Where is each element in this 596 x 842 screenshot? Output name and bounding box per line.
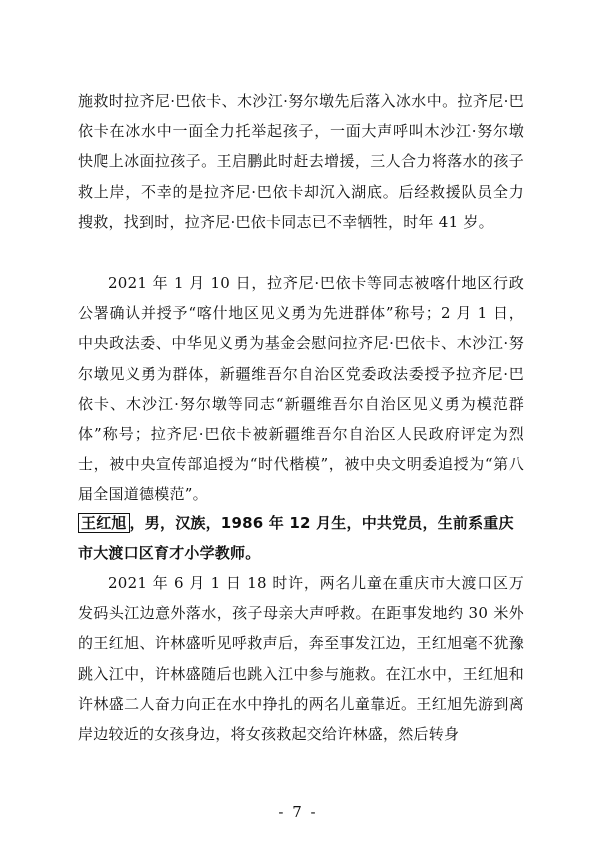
- profile-intro: ，男，汉族，1986 年 12 月生，中共党员，生前系重庆市大渡口区育才小学教师。: [78, 514, 514, 563]
- body-paragraph: 施救时拉齐尼·巴依卡、木沙江·努尔墩先后落入冰水中。拉齐尼·巴依卡在冰水中一面全力托举起孩子，一面大声呼叫木沙江·努尔墩快爬上冰面拉孩子。王启鹏此时赶去增援，三人合力将落水的孩子救上岸，不幸的是拉齐尼·巴依卡却沉入湖底。后经救援队员全力搜救，找到时，拉齐尼·巴依卡同志已不幸牺牲，时年 41 岁。: [78, 92, 524, 231]
- body-paragraph: 2021 年 6 月 1 日 18 时许，两名儿童在重庆市大渡口区万发码头江边意外落水，孩子母亲大声呼救。在距事发地约 30 米外的王红旭、许林盛听见呼救声后，奔至事发江边，王红旭毫不犹豫跳入江中，许林盛随后也跳入江中参与施救。在江水中，王红旭和许林盛二人奋力向正在水中挣扎的两名儿童靠近。王红旭先游到离岸边较近的女孩身边，将女孩救起交给许林盛，然后转身: [78, 574, 524, 744]
- body-paragraph: 2021 年 1 月 10 日，拉齐尼·巴依卡等同志被喀什地区行政公署确认并授予“喀什地区见义勇为先进群体”称号；2 月 1 日，中央政法委、中华见义勇为基金会慰问拉齐尼·巴依卡、木沙江·努尔墩见义勇为群体，新疆维吾尔自治区党委政法委授予拉齐尼·巴依卡、木沙江·努尔墩等同志“新疆维吾尔自治区见义勇为模范群体”称号；拉齐尼·巴依卡被新疆维吾尔自治区人民政府评定为烈士，被中央宣传部追授为“时代楷模”，被中央文明委追授为“第八届全国道德模范”。: [78, 274, 524, 504]
- profile-heading: [78, 508, 524, 568]
- profile-name: 王红旭: [78, 513, 130, 533]
- page-number: - 7 -: [278, 803, 318, 821]
